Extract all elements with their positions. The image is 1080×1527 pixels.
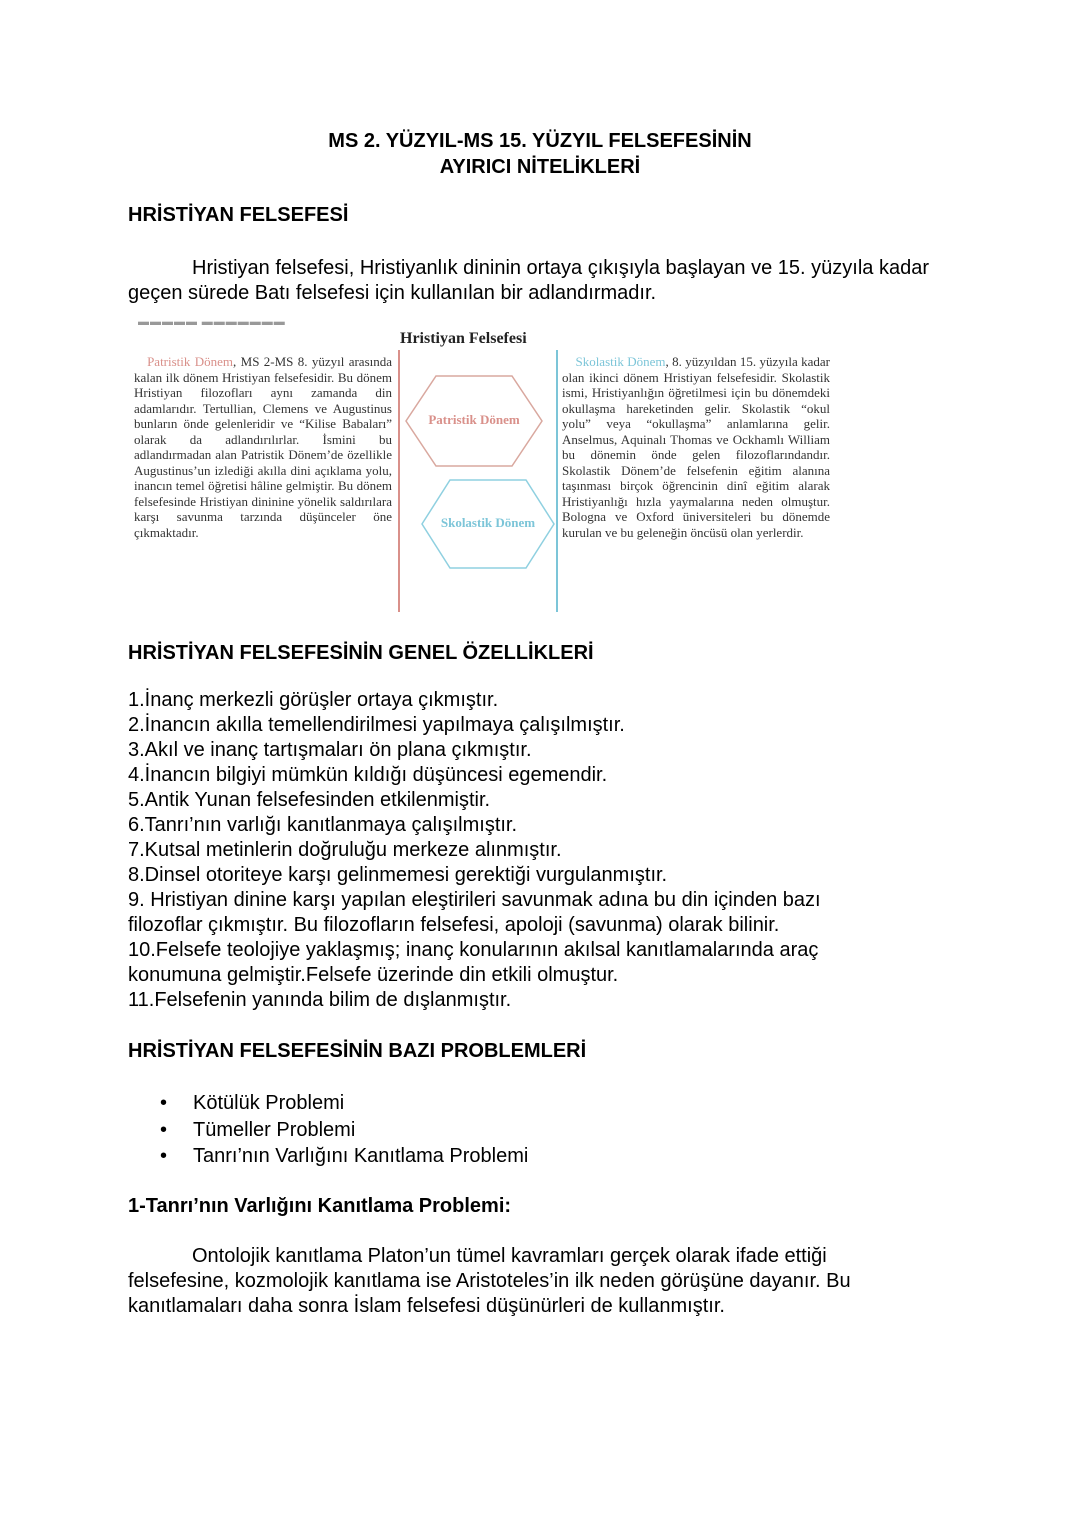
list-item: 11.Felsefenin yanında bilim de dışlanmıştır. bbox=[128, 989, 512, 1011]
bullet-icon: • bbox=[160, 1092, 168, 1114]
patristic-hexagon bbox=[404, 374, 544, 468]
bullet-icon: • bbox=[160, 1118, 168, 1141]
list-item: 3.Akıl ve inanç tartışmaları ön plana çıkmıştır. bbox=[128, 739, 532, 761]
patristic-divider bbox=[398, 350, 400, 612]
bullet-icon: • bbox=[160, 1145, 168, 1167]
bullet-text: Kötülük Problemi bbox=[193, 1092, 345, 1114]
scholastic-term: Skolastik Dönem bbox=[575, 354, 666, 369]
list-item: 4.İnancın bilgiyi mümkün kıldığı düşüncesi egemendir. bbox=[128, 764, 608, 786]
bullet-item bbox=[160, 1090, 528, 1117]
list-item: 10.Felsefe teolojiye yaklaşmış; inanç konularının akılsal kanıtlamalarında araç konumuna gelmiştir.Felsefe üzerinde din etkili olmuştur. bbox=[128, 939, 819, 986]
list-item: 9. Hristiyan dinine karşı yapılan eleştirileri savunmak adına bu din içinden bazı filozoflar çıkmıştır. Bu filozofların felsefesi, apoloji (savunma) olarak bilinir. bbox=[128, 889, 821, 936]
patristic-description bbox=[134, 354, 392, 540]
list-item: 2.İnancın akılla temellendirilmesi yapılmaya çalışılmıştır. bbox=[128, 714, 625, 736]
cropped-text-fragment: ▬▬▬▬▬ ▬▬▬▬▬▬▬ bbox=[138, 316, 286, 328]
proof-paragraph: Ontolojik kanıtlama Platon’un tümel kavramları gerçek olarak ifade ettiği felsefesine, kozmolojik kanıtlama ise Aristoteles’in ilk neden görüşüne dayanır. Bu kanıtlamaları daha sonra İslam felsefesi düşünürleri de kullanmıştır. bbox=[128, 1245, 851, 1317]
document-title bbox=[0, 128, 1080, 180]
section-heading-proof-problem: 1-Tanrı’nın Varlığını Kanıtlama Problemi: bbox=[128, 1195, 512, 1217]
list-item: 6.Tanrı’nın varlığı kanıtlanmaya çalışılmıştır. bbox=[128, 814, 518, 836]
scholastic-divider bbox=[556, 350, 558, 612]
features-list bbox=[128, 688, 928, 1013]
scholastic-text: , 8. yüzyıldan 15. yüzyıla kadar olan ikinci dönem Hristiyan felsefesidir. Skolastik ismi, Hristiyanlığın öğretilmesi için bu dönemdeki okullaşma hareketinden gelir. Skolastik “okul yolu” veya “okullaşma” anlamlarına gelir. Anselmus, Aquinalı Thomas ve Ockhamlı William bu dönemin önde gelen filozoflarındandır. Skolastik Dönem’de felsefenin eğitim alanına taşınması birçok öğrencinin dinî eğitim alarak Hristiyanlığı hızla yaymalarına neden olmuştur. Bologna ve Oxford üniversiteleri bu dönemde kurulan ve bu geleneğin öncüsü olan yerlerdir. bbox=[562, 354, 830, 540]
section-heading-christian-philosophy: HRİSTİYAN FELSEFESİ bbox=[128, 204, 349, 226]
patristic-hex-label: Patristik Dönem bbox=[428, 412, 520, 427]
title-line-1: MS 2. YÜZYIL-MS 15. YÜZYIL FELSEFESİNİN bbox=[328, 130, 752, 152]
scholastic-hex-label: Skolastik Dönem bbox=[440, 515, 536, 530]
bullet-text: Tanrı’nın Varlığını Kanıtlama Problemi bbox=[193, 1145, 529, 1167]
problems-list bbox=[160, 1090, 528, 1170]
scholastic-description bbox=[562, 354, 830, 540]
bullet-text: Tümeller Problemi bbox=[193, 1118, 356, 1141]
list-item: 5.Antik Yunan felsefesinden etkilenmiştir. bbox=[128, 789, 491, 811]
intro-paragraph: Hristiyan felsefesi, Hristiyanlık dininin ortaya çıkışıyla başlayan ve 15. yüzyıla kadar geçen sürede Batı felsefesi için kullanılan bir adlandırmadır. bbox=[128, 257, 929, 304]
section-heading-general-features: HRİSTİYAN FELSEFESİNİN GENEL ÖZELLİKLERİ bbox=[128, 642, 594, 664]
title-line-2: AYIRICI NİTELİKLERİ bbox=[439, 156, 641, 178]
bullet-item bbox=[160, 1143, 528, 1170]
patristic-text: , MS 2-MS 8. yüzyıl arasında kalan ilk dönem Hristiyan felsefesidir. Bu dönem Hristiyan filozofları aynı zamanda din adamlarıdır. Tertullian, Clemens ve Augustinus bunların önde gelenleridir ve “Kilise Babaları” olarak da adlandırılırlar. İsmini bu adlandırmadan alan Patristik Dönem’de özellikle Augustinus’un izlediği akılla dini açıklama yolu, inancın temel öğretisi hâline gelmiştir. Bu dönem felsefesinde Hristiyan dininine yönelik saldırılara karşı savunma tarzında düşünceler öne çıkmaktadır. bbox=[134, 354, 393, 540]
textbook-figure bbox=[130, 316, 830, 616]
figure-caption: Hristiyan Felsefesi bbox=[400, 330, 527, 347]
bullet-item bbox=[160, 1117, 528, 1144]
list-item: 7.Kutsal metinlerin doğruluğu merkeze alınmıştır. bbox=[128, 839, 562, 861]
scholastic-hexagon bbox=[420, 478, 556, 570]
list-item: 8.Dinsel otoriteye karşı gelinmemesi gerektiği vurgulanmıştır. bbox=[128, 864, 668, 886]
list-item: 1.İnanç merkezli görüşler ortaya çıkmıştır. bbox=[128, 689, 499, 711]
section-heading-problems: HRİSTİYAN FELSEFESİNİN BAZI PROBLEMLERİ bbox=[128, 1040, 587, 1062]
patristic-term: Patristik Dönem bbox=[147, 354, 234, 369]
